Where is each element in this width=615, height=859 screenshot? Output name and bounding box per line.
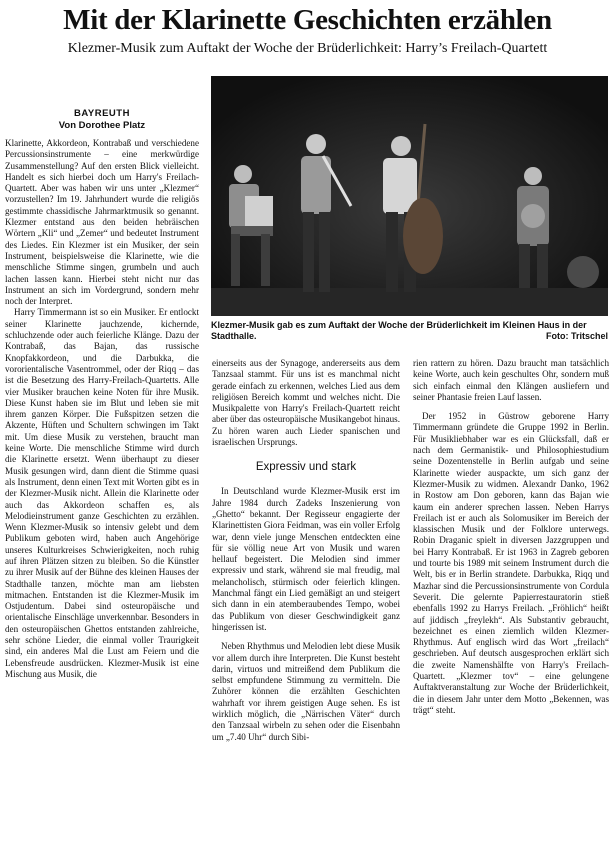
section-heading: Expressiv und stark	[255, 461, 357, 474]
paragraph: Harry Timmermann ist so ein Musiker. Er entlockt seiner Klarinette jauchzende, kichernde, schluchzende oder auch feierliche Klänge. Dazu der Kontrabaß, das Bajan, das russische Knopfakkordeon, und die Darbukka, die vororientalische Vasentrommel, oder der Riqq – das ist die Besetzung des Harry-Freilach-Quartetts. Alle vier Musiker brauchen keine Noten für ihre Musik. Diese Kunst haben sie im Blut und leben sie mit ihrem ganzen Körper. Die Fußspitzen setzen die Akzente, Hüften und Schultern schwingen im Takt mit. Um diese Musik zu verstehen, braucht man keine Worte. Die menschliche Stimme wird durch die Klarinette ersetzt. Wenn überhaupt zu dieser Musik gesungen wird, dann dient die Stimme quasi als Instrument, denn einen Text mit Worten gibt es in der Klezmer-Musik nicht. Allein die Klarinette oder auch das Akkordeon schaffen es, als Melodieinstrument ganze Geschichten zu erzählen. Wenn Klezmer-Musik so intensiv gelebt und dem Publikum geboten wird, haben auch Angehörige unseres Kulturkreises Schwierigkeiten, noch ruhig auf ihren Plätzen sitzen zu bleiben. So die Künstler zu ihrer Musik auf der Bühne des kleinen Hauses der Stadthalle tanzen, möchte man am liebsten mitmachen. Entstanden ist die Klezmer-Musik im Ostjudentum. Dabei sind osteuropäische und orientalische Einschläge unverkennbar. Besonders in den osteuropäischen Ghettos entstanden zahlreiche, sehr schöne Lieder, die einmal voller Traurigkeit sind, ein anderes Mal die Lust am Feiern und die Lebensfreude ausdrücken. Klezmer-Musik ist eine Mischung aus Musik, die	[5, 307, 199, 679]
paragraph: rien rattern zu hören. Dazu braucht man tatsächlich keine Worte, auch kein geschultes Ohr, sondern muß sich einfach einmal den Klängen ausliefern und seiner Phantasie freien Lauf lassen.	[413, 358, 609, 402]
stage-photo-icon	[211, 76, 608, 316]
paragraph: Klarinette, Akkordeon, Kontrabaß und verschiedene Percussionsinstrumente – eine merkwürdige Zusammenstellung? Auf den ersten Blick vielleicht. Handelt es sich hierbei doch um Harry's Freilach-Quartett. Aber was haben wir uns unter „Klezmer“ vorzustellen? Im 19. Jahrhundert wurde die religiös gestimmte chassidische Jahrmarktmusik so genannt. Klezmer entstand aus den beiden hebräischen Wörtern „Kli“ und „Zemer“ und bedeutet Instrument des Liedes. Ein Klezmer ist ein Musiker, der sein Instrument, beispielsweise die Klarinette, wie die menschliche Stimme singen, grumbeln und auch lachen lassen kann. Hierbei steht nicht nur das Instrument an sich im Vordergrund, sondern mehr noch der Interpret.	[5, 138, 199, 307]
photo-credit: Foto: Tritschel	[545, 331, 608, 341]
headline: Mit der Klarinette Geschichten erzählen	[63, 4, 552, 36]
author-byline: Von Dorothee Platz	[58, 120, 146, 131]
column-3	[413, 358, 609, 853]
paragraph: In Deutschland wurde Klezmer-Musik erst im Jahre 1984 durch Zadeks Inszenierung von „Ghetto“ bekannt. Der Regisseur engagierte der Klarinettisten Giora Feidman, was ein voller Erfolg war, denn viele junge Menschen entdeckten eine für sie völlig neue Art von Musik und waren hellauf begeistert. Die Melodien sind immer expressiv und stark, während sie mal freudig, mal melancholisch, stürmisch oder feierlich klingen. Manchmal fängt ein Lied gemäßigt an und steigert sich dann in ein atemberaubendes Tempo, wobei das Publikum von dieser Geschwindigkeit ganz hingerissen ist.	[212, 486, 400, 632]
photo-caption	[211, 320, 608, 342]
musicians-photo	[211, 76, 608, 316]
column-1	[5, 108, 199, 853]
subheadline: Klezmer-Musik zum Auftakt der Woche der Brüderlichkeit: Harry’s Freilach-Quartett	[67, 41, 548, 56]
dateline: BAYREUTH	[74, 108, 130, 119]
photo-caption-text: Klezmer-Musik gab es zum Auftakt der Woche der Brüderlichkeit im Kleinen Haus in der Stadthalle.	[211, 320, 587, 341]
paragraph: Der 1952 in Güstrow geborene Harry Timmermann gründete die Gruppe 1992 in Berlin. Für Musikliebhaber war es ein Glücksfall, daß er nach dem Germanistik- und Philosophiestudium seine Dozentenstelle in Berlin aufgab und seine Klarinette wieder auspackte, um sich ganz der Klezmer-Musik zu widmen. Alexandr Danko, 1962 in Rostow am Don geboren, kann das Bajan wie kaum ein anderer sprechen lassen. Neben Harrys Freilach ist er auch als Solomusiker im Bereich der klassischen Musik und der Folklore unterwegs. Robin Draganic spielt in diversen Jazzgruppen und bei Harry Kontrabaß. Er ist 1963 in Zagreb geboren und tourte bis 1989 mit seinem Instrument durch die Welt, bis er in Berlin strandete. Darbukka, Riqq und Mazhar sind die Percussionsinstrumente von Cordula Severit. Die gelernte Papierrestauratorin stieß ebenfalls 1992 zu Harrys Freilach. „Fröhlich“ heißt auf jiddisch „freylekh“. Als Substantiv gebraucht, bezeichnet es einen ziemlich wilden Klezmer-Rhythmus. Auf englisch wird das Wort „freilach“ geschrieben. Auf deutsch ausgesprochen erklärt sich die zweite Namenshälfte von Harry's Freilach-Quartett. „Klezmer tov“ – eine gelungene Auftaktveranstaltung zur Woche der Brüderlichkeit, die in diesem Jahr unter dem Motto „Bekennen, was trägt“ steht.	[413, 411, 609, 715]
paragraph: Neben Rhythmus und Melodien lebt diese Musik vor allem durch ihre Interpreten. Die Kunst besteht darin, virtuos und mitreißend dem Publikum die selbst empfundene Stimmung zu vermitteln. Die Zuhörer können die erzählten Geschichten wahrhaft vor ihrem geistigen Auge sehen. Es ist wirklich möglich, die „Närrischen Väter“ durch den Tanzsaal wirbeln zu sehen oder die Eisenbahn um „7.40 Uhr“ durch Sibi-	[212, 641, 400, 742]
paragraph: einerseits aus der Synagoge, andererseits aus dem Tanzsaal stammt. Für uns ist es manchmal nicht gerade einfach zu erkennen, welches Lied aus dem religiösen Bereich kommt und welches nicht. Die Musikpalette von Harry's Freilach-Quartett reicht aber über das osteuropäische Musikangebot hinaus. Zu hören waren auch Lieder spanischen und israelischen Ursprungs.	[212, 358, 400, 448]
column-2	[212, 358, 400, 853]
